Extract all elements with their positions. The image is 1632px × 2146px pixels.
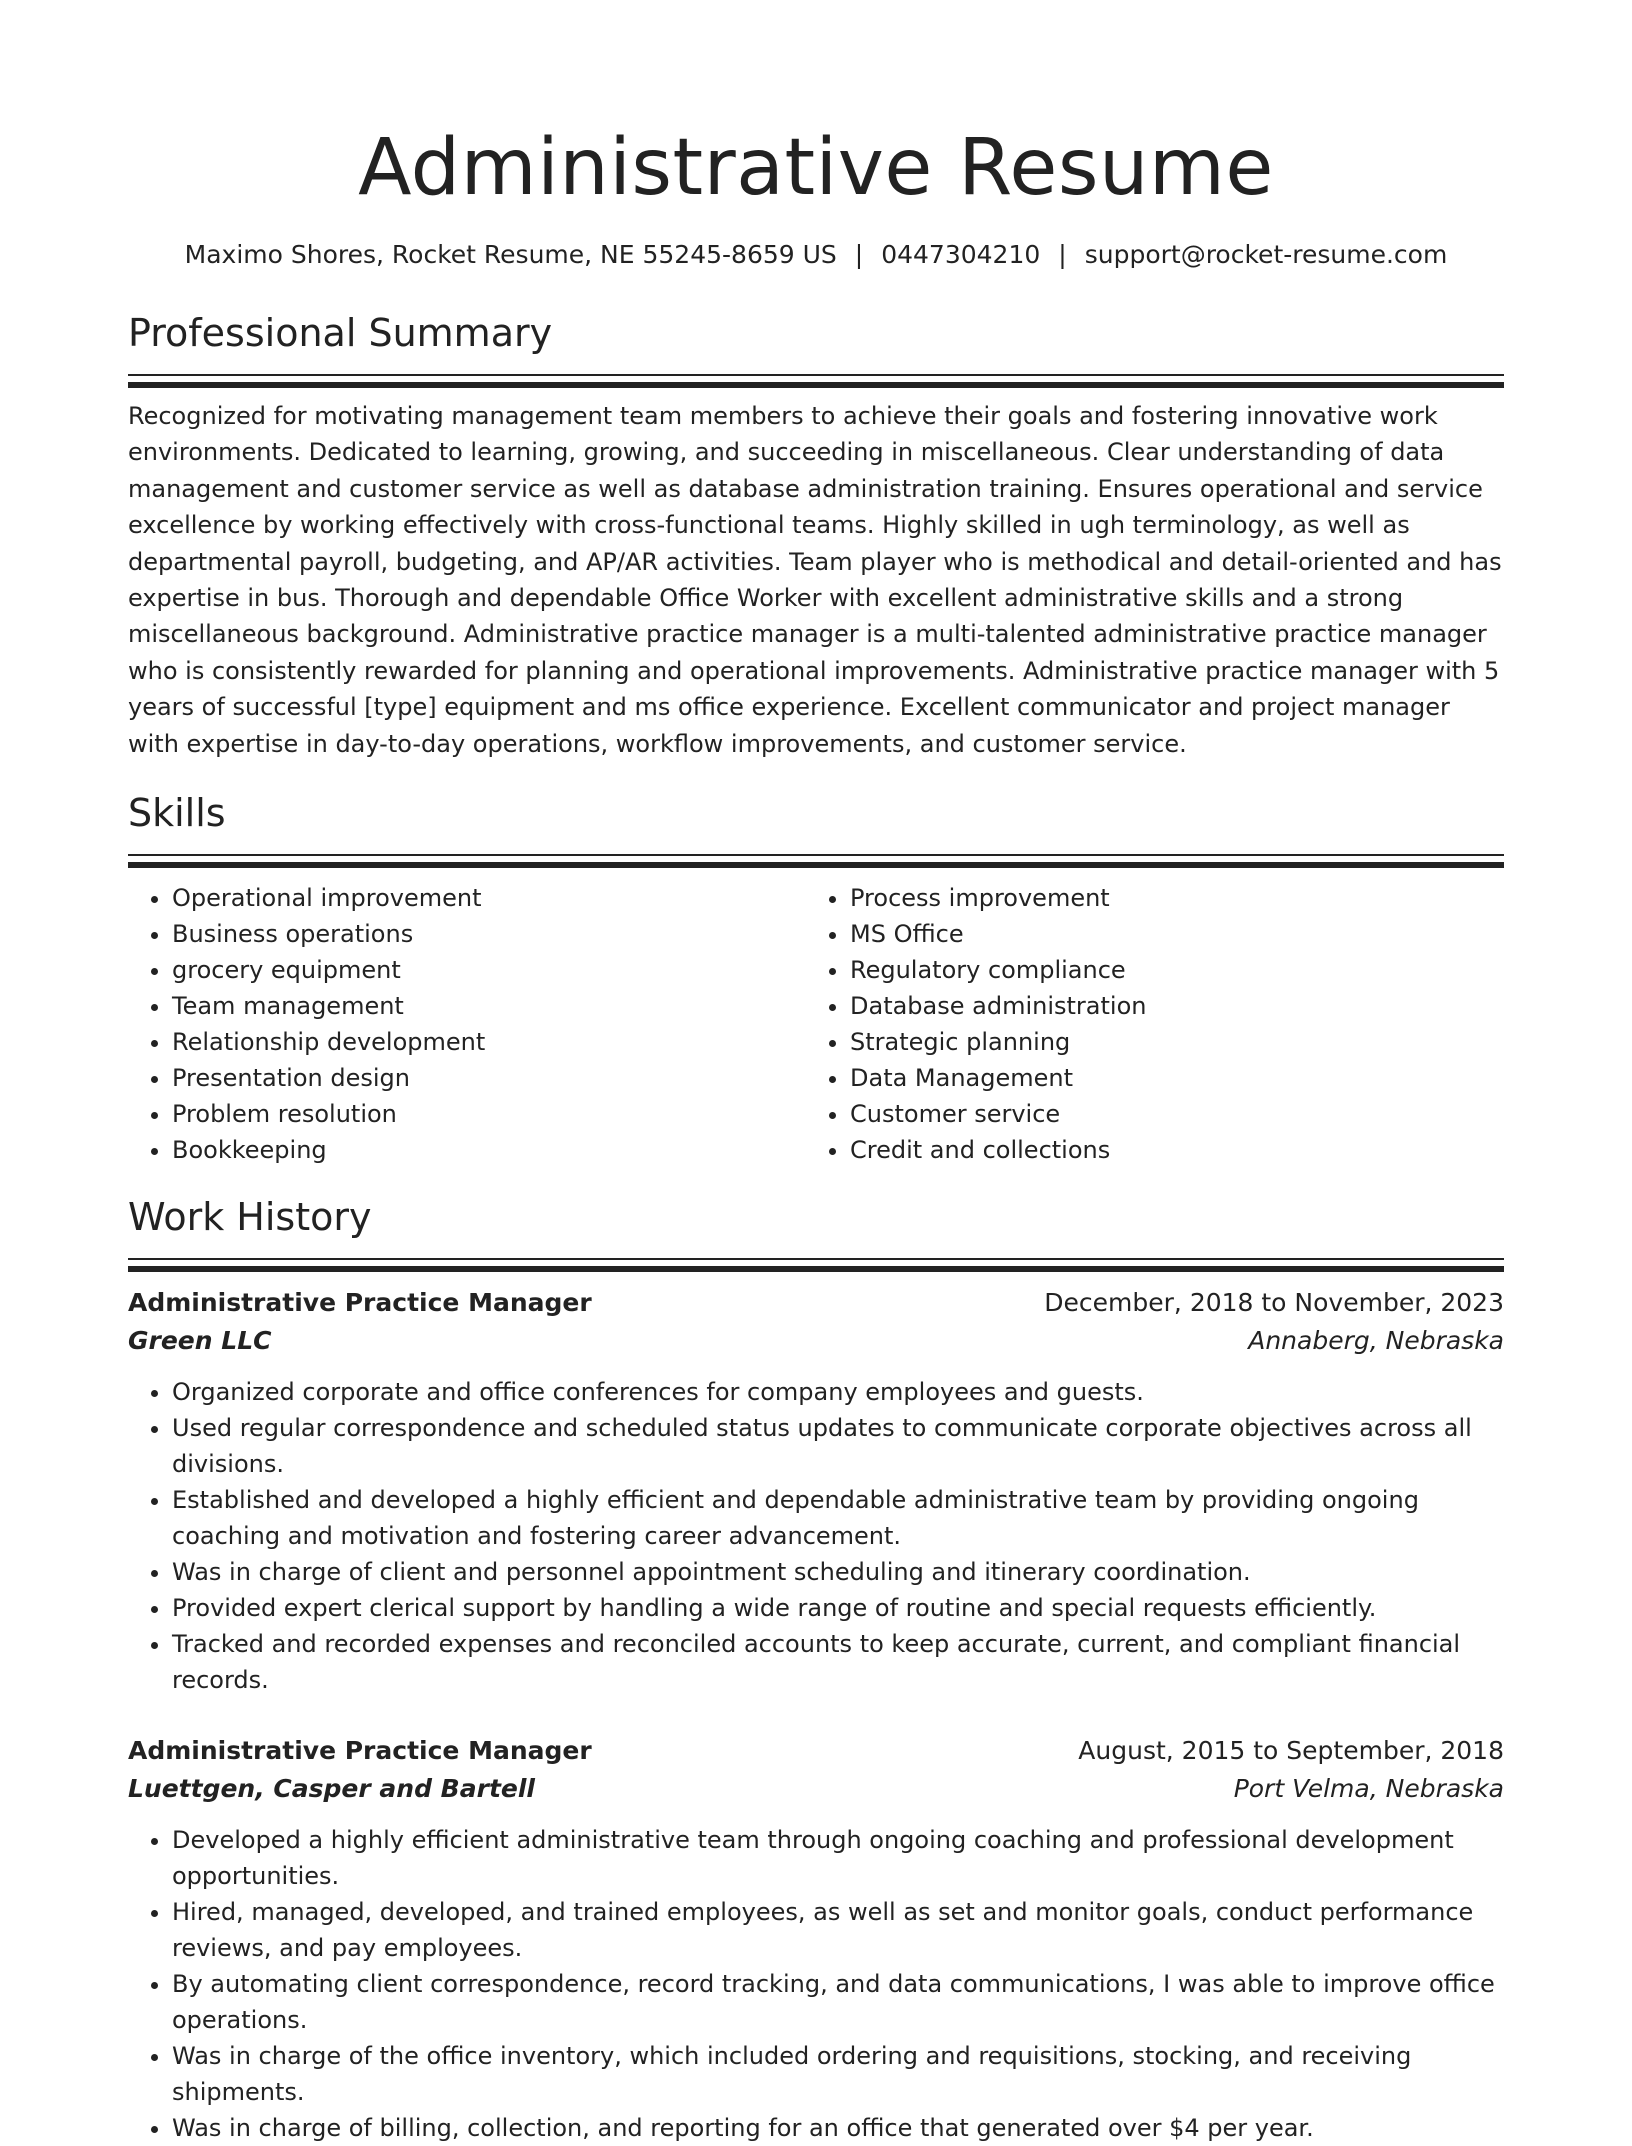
job-bullet: • By automating client correspondence, record tracking, and data communications, I was able to improve office operations.	[172, 1966, 1504, 2038]
section-divider	[128, 1258, 1504, 1272]
contact-separator: |	[854, 240, 864, 269]
summary-heading: Professional Summary	[128, 311, 553, 355]
skills-heading: Skills	[128, 791, 226, 836]
job-bullet: • Developed a highly efficient administrative team through ongoing coaching and professional development opportunities.	[172, 1822, 1504, 1894]
job-company: Luettgen, Casper and Bartell	[128, 1774, 535, 1804]
skill-item: • Customer service	[850, 1096, 1484, 1132]
skill-item: • Data Management	[850, 1060, 1484, 1096]
contact-separator: |	[1058, 240, 1067, 269]
skill-item: • MS Office	[850, 916, 1484, 952]
resume-page	[128, 0, 1504, 2146]
skill-item: • Credit and collections	[850, 1132, 1484, 1168]
job-location: Port Velma, Nebraska	[1233, 1774, 1504, 1804]
skill-item: • Presentation design	[172, 1060, 806, 1096]
summary-text: Recognized for motivating management team members to achieve their goals and fostering innovative work environments. Dedicated to learning, growing, and succeeding in miscellaneous. Clear understanding of data management and customer service as well as database administration training. Ensures operational and service excellence by working effectively with cross-functional teams. Highly skilled in ugh terminology, as well as departmental payroll, budgeting, and AP/AR activities. Team player who is methodical and detail-oriented and has expertise in bus. Thorough and dependable Office Worker with excellent administrative skills and a strong miscellaneous background. Administrative practice manager is a multi-talented administrative practice manager who is consistently rewarded for planning and operational improvements. Administrative practice manager with 5 years of successful [type] equipment and ms office experience. Excellent communicator and project manager with expertise in day-to-day operations, workflow improvements, and customer service.	[128, 402, 1502, 758]
skills-columns	[128, 880, 1504, 1168]
skill-item: • Relationship development	[172, 1024, 806, 1060]
job-bullet: • Organized corporate and office conferences for company employees and guests.	[172, 1374, 1504, 1410]
job-bullet: • Was in charge of client and personnel appointment scheduling and itinerary coordination.	[172, 1554, 1504, 1590]
job-bullet: • Used regular correspondence and scheduled status updates to communicate corporate objectives across all divisions.	[172, 1410, 1504, 1482]
job-dates: December, 2018 to November, 2023	[1044, 1288, 1504, 1318]
section-divider	[128, 374, 1504, 388]
job-header-row	[128, 1732, 1504, 1770]
contact-line	[128, 238, 1504, 272]
job-entry	[128, 1284, 1504, 1698]
job-bullet: • Established and developed a highly efficient and dependable administrative team by providing ongoing coaching and motivation and fostering career advancement.	[172, 1482, 1504, 1554]
work-history-heading: Work History	[128, 1195, 372, 1240]
skill-item: • Process improvement	[850, 880, 1484, 916]
skill-item: • Operational improvement	[172, 880, 806, 916]
contact-address: Maximo Shores, Rocket Resume, NE 55245-8659 US	[184, 240, 837, 269]
skill-item: • Database administration	[850, 988, 1484, 1024]
skill-item: • Regulatory compliance	[850, 952, 1484, 988]
job-title: Administrative Practice Manager	[128, 1736, 592, 1766]
skill-item: • Team management	[172, 988, 806, 1024]
job-entry	[128, 1732, 1504, 2146]
skills-list-right	[806, 880, 1484, 1168]
skill-item: • grocery equipment	[172, 952, 806, 988]
job-bullet: • Tracked and recorded expenses and reconciled accounts to keep accurate, current, and compliant financial records.	[172, 1626, 1504, 1698]
job-title: Administrative Practice Manager	[128, 1288, 592, 1318]
job-bullet: • Hired, managed, developed, and trained employees, as well as set and monitor goals, conduct performance reviews, and pay employees.	[172, 1894, 1504, 1966]
job-subheader-row	[128, 1770, 1504, 1808]
contact-phone[interactable]: 0447304210	[881, 240, 1041, 269]
skill-item: • Business operations	[172, 916, 806, 952]
skill-item: • Strategic planning	[850, 1024, 1484, 1060]
skills-list-left	[128, 880, 806, 1168]
job-bullet: • Was in charge of the office inventory, which included ordering and requisitions, stocking, and receiving shipments.	[172, 2038, 1504, 2110]
section-divider	[128, 854, 1504, 868]
resume-title: Administrative Resume	[358, 123, 1274, 213]
contact-email[interactable]: support@rocket-resume.com	[1084, 240, 1448, 269]
skill-item: • Bookkeeping	[172, 1132, 806, 1168]
job-bullet: • Provided expert clerical support by handling a wide range of routine and special requests efficiently.	[172, 1590, 1504, 1626]
job-bullet: • Was in charge of billing, collection, and reporting for an office that generated over $4 per year.	[172, 2110, 1504, 2146]
job-header-row	[128, 1284, 1504, 1322]
job-location: Annaberg, Nebraska	[1248, 1326, 1504, 1356]
job-dates: August, 2015 to September, 2018	[1078, 1736, 1504, 1766]
skill-item: • Problem resolution	[172, 1096, 806, 1132]
job-bullets	[128, 1822, 1504, 2146]
job-company: Green LLC	[128, 1326, 272, 1356]
job-subheader-row	[128, 1322, 1504, 1360]
job-bullets	[128, 1374, 1504, 1698]
